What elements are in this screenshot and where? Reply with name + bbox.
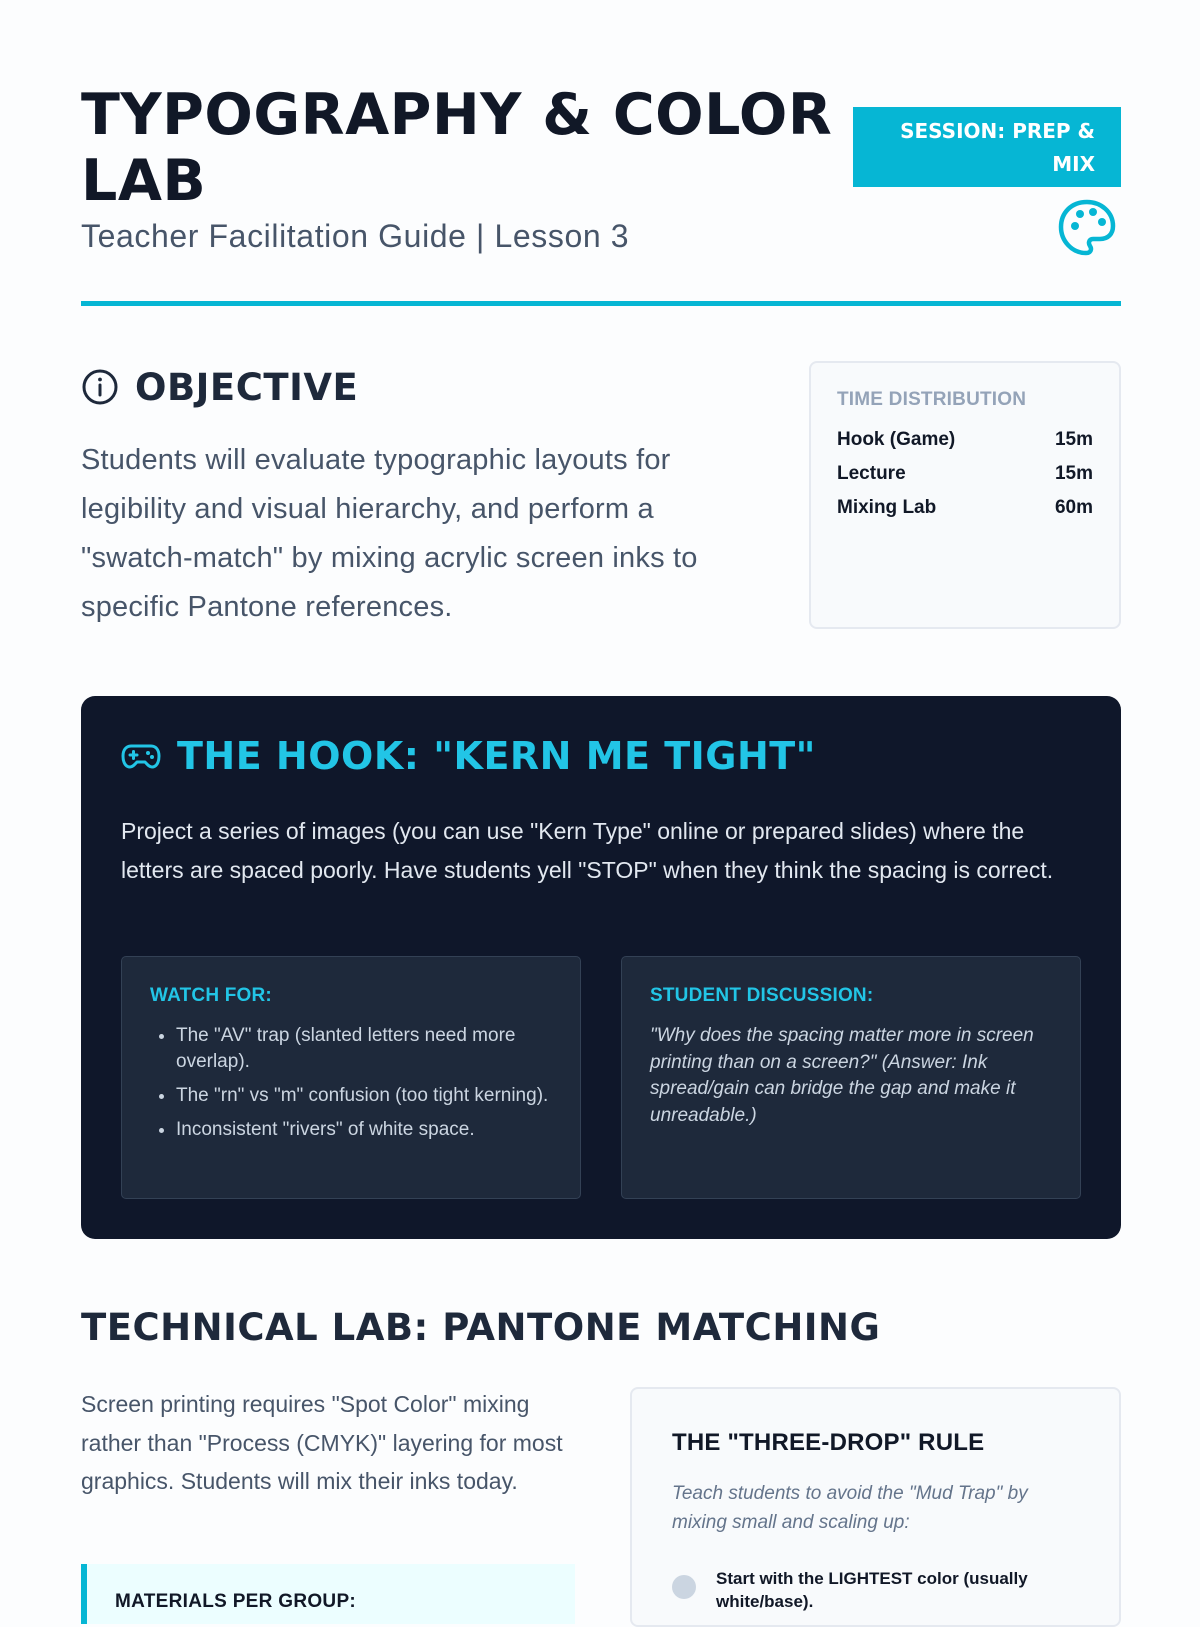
- page-subtitle: Teacher Facilitation Guide | Lesson 3: [81, 218, 630, 254]
- time-row: [837, 423, 1093, 457]
- list-item: • Inconsistent "rivers" of white space.: [176, 1117, 552, 1143]
- time-row-value: 15m: [1054, 429, 1093, 450]
- materials-box: [81, 1564, 575, 1624]
- time-row-value: 60m: [1054, 497, 1093, 518]
- list-item: • The "AV" trap (slanted letters need more overlap).: [176, 1023, 552, 1075]
- three-drop-rule-text: Teach students to avoid the "Mud Trap" by mixing small and scaling up:: [672, 1483, 1028, 1533]
- hook-title: THE HOOK: "KERN ME TIGHT": [177, 734, 816, 778]
- gamepad-icon: [121, 740, 161, 772]
- page-title: TYPOGRAPHY & COLOR LAB: [81, 82, 833, 214]
- hook-panel: [81, 696, 1121, 1239]
- objective-text: Students will evaluate typographic layouts for legibility and visual hierarchy, and perform a "swatch-match" by mixing acrylic screen inks to specific Pantone references.: [81, 444, 698, 623]
- objective-title: OBJECTIVE: [135, 365, 359, 409]
- time-row-label: Lecture: [837, 463, 906, 484]
- session-badge: SESSION: PREP & MIX: [853, 107, 1121, 187]
- lesson-page: [81, 0, 1121, 1612]
- step-bullet-icon: [672, 1575, 696, 1599]
- time-distribution-card: [809, 361, 1121, 629]
- palette-icon: [1055, 196, 1119, 260]
- time-row-label: Mixing Lab: [837, 497, 937, 518]
- three-drop-rule-title: THE "THREE-DROP" RULE: [672, 1429, 985, 1456]
- info-icon: [81, 368, 119, 406]
- time-row-value: 15m: [1054, 463, 1093, 484]
- objective-heading: [81, 360, 358, 414]
- list-item: • The "rn" vs "m" confusion (too tight kerning).: [176, 1083, 552, 1109]
- technical-lab-text: Screen printing requires "Spot Color" mixing rather than "Process (CMYK)" layering for most graphics. Students will mix their inks today.: [81, 1391, 563, 1494]
- hook-text: Project a series of images (you can use "Kern Type" online or prepared slides) where the letters are spaced poorly. Have students yell "STOP" when they think the spacing is correct.: [121, 818, 1054, 883]
- student-discussion-title: STUDENT DISCUSSION:: [650, 985, 874, 1006]
- student-discussion-text: "Why does the spacing matter more in screen printing than on a screen?" (Answer: Ink spread/gain can bridge the gap and make it unreadable.): [650, 1025, 1034, 1126]
- three-drop-rule-card: [630, 1387, 1121, 1627]
- watch-for-list: [150, 1023, 552, 1143]
- time-row-label: Hook (Game): [837, 429, 956, 450]
- watch-for-title: WATCH FOR:: [150, 985, 272, 1006]
- student-discussion-box: [621, 956, 1081, 1199]
- technical-lab-title: TECHNICAL LAB: PANTONE MATCHING: [81, 1306, 881, 1349]
- time-row: [837, 457, 1093, 491]
- time-row: [837, 491, 1093, 525]
- header-divider: [81, 301, 1121, 306]
- materials-title: MATERIALS PER GROUP:: [115, 1591, 357, 1612]
- watch-for-box: [121, 956, 581, 1199]
- rule-step-text: Start with the LIGHTEST color (usually white/base).: [716, 1569, 1028, 1611]
- time-distribution-title: TIME DISTRIBUTION: [837, 389, 1027, 410]
- hook-heading: [121, 734, 816, 778]
- rule-step: [672, 1567, 1079, 1613]
